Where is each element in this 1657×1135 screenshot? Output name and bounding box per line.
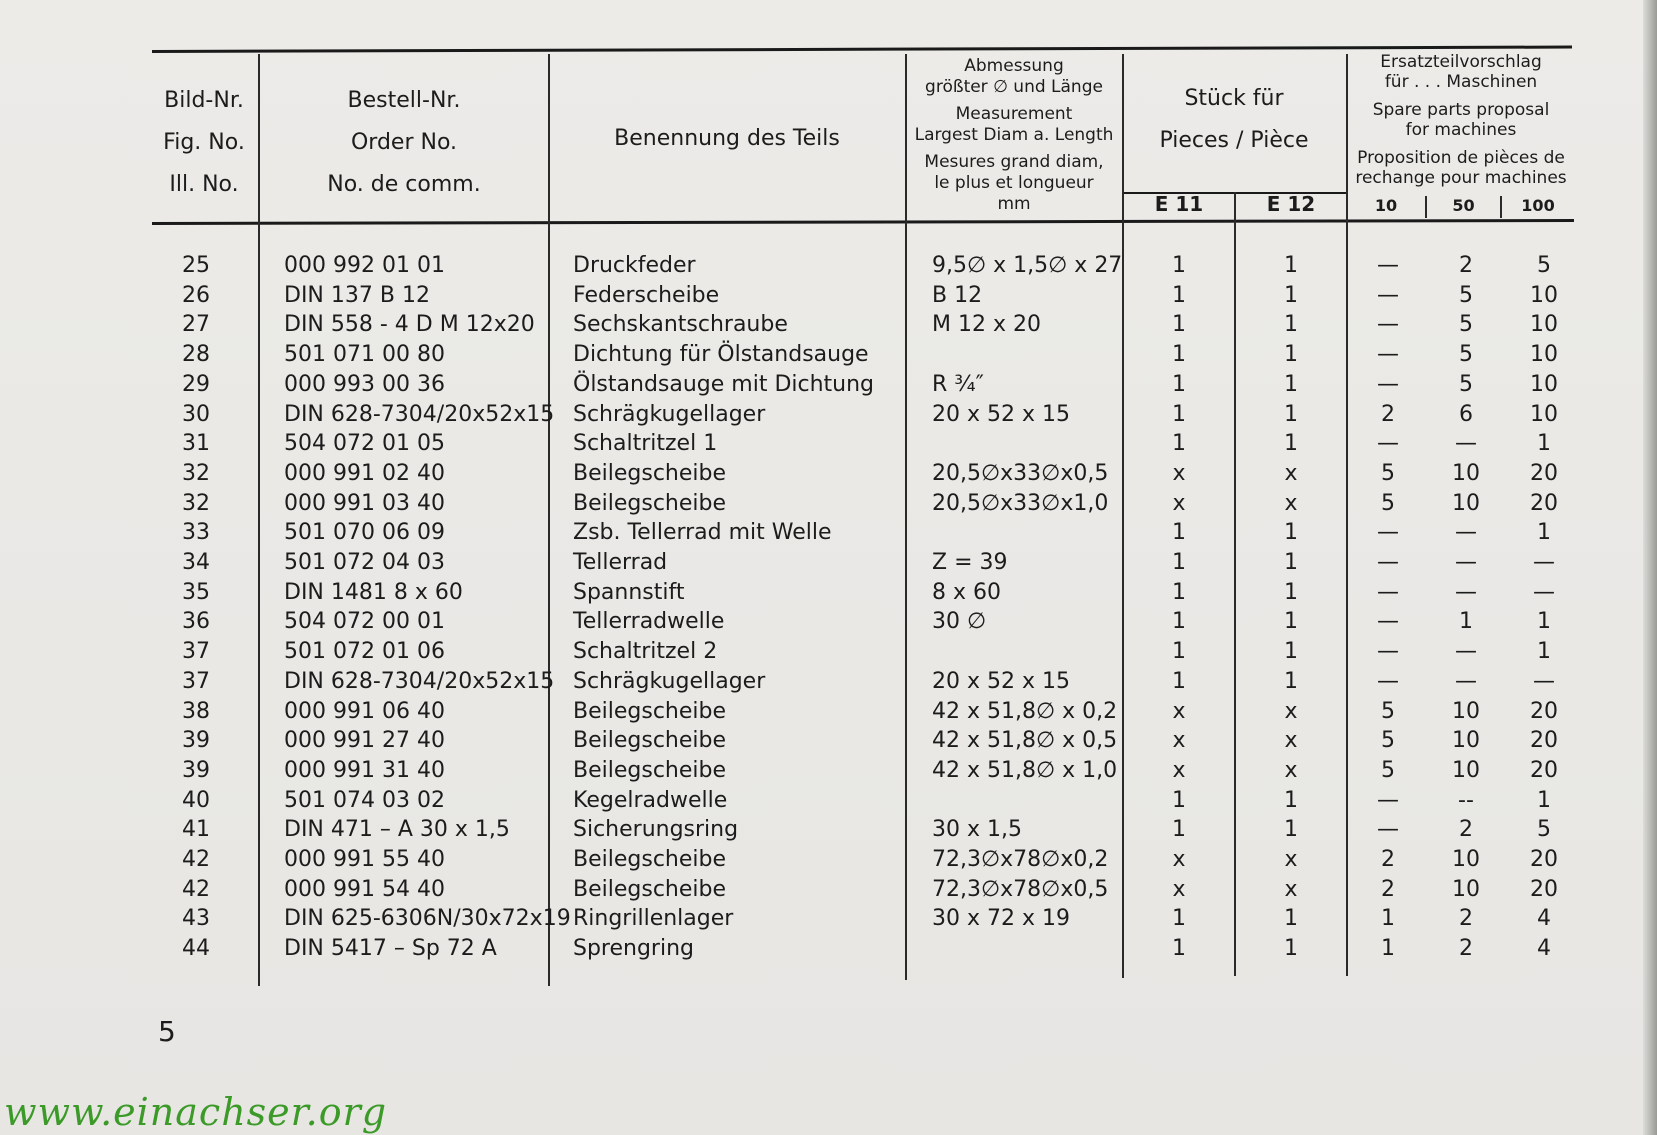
row-order-nr: DIN 628-7304/20x52x15 <box>284 401 555 427</box>
row-measurement: 20 x 52 x 15 <box>932 401 1070 427</box>
col-divider-3 <box>905 54 907 980</box>
row-proposal-50: 5 <box>1459 282 1473 308</box>
row-order-nr: 501 070 06 09 <box>284 520 445 546</box>
row-bild-nr: 39 <box>182 728 210 754</box>
row-qty-e11: 1 <box>1172 906 1186 932</box>
row-measurement: Z = 39 <box>932 550 1008 575</box>
row-proposal-100: 20 <box>1530 698 1558 724</box>
row-measurement: 30 ∅ <box>932 609 987 635</box>
row-bild-nr: 26 <box>182 282 210 308</box>
row-proposal-100: 5 <box>1537 253 1551 278</box>
row-bild-nr: 27 <box>182 312 210 338</box>
row-qty-e11: 1 <box>1172 401 1186 427</box>
row-proposal-50: 10 <box>1452 698 1480 724</box>
row-proposal-10: 5 <box>1381 490 1395 516</box>
row-qty-e11: x <box>1172 757 1186 783</box>
header-e12: E 12 <box>1266 192 1316 216</box>
row-order-nr: DIN 471 – A 30 x 1,5 <box>284 817 510 843</box>
row-measurement: M 12 x 20 <box>932 312 1041 338</box>
row-proposal-100: 20 <box>1530 728 1558 754</box>
row-qty-e12: 1 <box>1284 550 1298 575</box>
header-name: Benennung des Teils <box>614 126 840 151</box>
row-proposal-100: 20 <box>1530 876 1558 902</box>
row-qty-e12: 1 <box>1284 253 1298 278</box>
row-proposal-50: — <box>1455 579 1477 605</box>
row-qty-e11: 1 <box>1172 342 1186 368</box>
row-bild-nr: 37 <box>182 639 210 665</box>
row-part-name: Tellerradwelle <box>573 609 725 635</box>
row-qty-e11: x <box>1172 847 1186 872</box>
row-bild-nr: 29 <box>182 371 210 397</box>
row-part-name: Schrägkugellager <box>573 401 766 427</box>
row-part-name: Sprengring <box>573 936 694 962</box>
row-part-name: Ölstandsauge mit Dichtung <box>573 371 875 397</box>
row-proposal-10: — <box>1377 817 1399 843</box>
row-qty-e12: 1 <box>1284 431 1298 457</box>
row-measurement: 72,3∅x78∅x0,5 <box>932 876 1109 902</box>
row-qty-e12: 1 <box>1284 520 1298 546</box>
row-order-nr: DIN 558 - 4 D M 12x20 <box>284 312 535 338</box>
row-qty-e12: x <box>1284 757 1298 783</box>
row-part-name: Zsb. Tellerrad mit Welle <box>573 520 832 546</box>
row-order-nr: 504 072 00 01 <box>284 609 445 635</box>
row-part-name: Schaltritzel 2 <box>573 639 718 665</box>
row-proposal-10: 1 <box>1381 906 1395 932</box>
row-measurement: R ¾″ <box>932 371 984 397</box>
row-proposal-10: — <box>1377 282 1399 308</box>
row-measurement: 8 x 60 <box>932 579 1001 605</box>
row-part-name: Dichtung für Ölstandsauge <box>573 342 869 368</box>
row-proposal-100: 10 <box>1530 312 1558 338</box>
row-qty-e12: 1 <box>1284 371 1298 397</box>
row-proposal-100: 1 <box>1537 609 1551 635</box>
row-proposal-100: 10 <box>1530 401 1558 427</box>
row-order-nr: 000 991 27 40 <box>284 728 445 754</box>
row-proposal-10: 5 <box>1381 728 1395 754</box>
row-proposal-10: 2 <box>1381 401 1395 427</box>
row-order-nr: 501 074 03 02 <box>284 787 445 813</box>
row-order-nr: DIN 137 B 12 <box>284 282 430 308</box>
row-proposal-50: 10 <box>1452 847 1480 872</box>
row-qty-e11: 1 <box>1172 787 1186 813</box>
row-measurement: B 12 <box>932 282 983 308</box>
row-proposal-100: 4 <box>1537 906 1551 932</box>
row-qty-e12: x <box>1284 460 1298 486</box>
row-order-nr: DIN 1481 8 x 60 <box>284 579 463 605</box>
row-qty-e12: 1 <box>1284 639 1298 665</box>
page-edge-shadow <box>1643 0 1657 1135</box>
row-part-name: Tellerrad <box>573 550 668 575</box>
row-qty-e11: 1 <box>1172 520 1186 546</box>
row-proposal-50: 2 <box>1459 817 1473 843</box>
row-qty-e12: 1 <box>1284 401 1298 427</box>
row-proposal-10: 2 <box>1381 876 1395 902</box>
header-e11: E 11 <box>1154 192 1204 216</box>
row-qty-e12: 1 <box>1284 609 1298 635</box>
row-qty-e11: x <box>1172 490 1186 516</box>
row-qty-e12: x <box>1284 490 1298 516</box>
header-bild: Bild-Nr. Fig. No. Ill. No. <box>163 88 245 197</box>
row-proposal-50: -- <box>1458 787 1474 813</box>
row-order-nr: 501 071 00 80 <box>284 342 445 368</box>
col-divider-6 <box>1346 54 1348 976</box>
row-proposal-10: — <box>1377 520 1399 546</box>
row-measurement: 42 x 51,8∅ x 0,5 <box>932 728 1118 754</box>
row-proposal-10: 1 <box>1381 936 1395 962</box>
row-proposal-50: 5 <box>1459 342 1473 368</box>
row-order-nr: 504 072 01 05 <box>284 431 445 457</box>
row-qty-e11: 1 <box>1172 282 1186 308</box>
row-bild-nr: 39 <box>182 757 210 783</box>
row-proposal-100: 1 <box>1537 639 1551 665</box>
row-qty-e11: x <box>1172 698 1186 724</box>
row-qty-e12: 1 <box>1284 282 1298 308</box>
row-order-nr: 000 991 02 40 <box>284 460 445 486</box>
row-order-nr: 000 991 03 40 <box>284 490 445 516</box>
row-order-nr: 501 072 01 06 <box>284 639 445 665</box>
row-measurement: 20,5∅x33∅x1,0 <box>932 490 1109 516</box>
row-part-name: Ringrillenlager <box>573 906 734 932</box>
row-proposal-10: — <box>1377 668 1399 694</box>
row-proposal-50: 5 <box>1459 371 1473 397</box>
row-qty-e11: 1 <box>1172 639 1186 665</box>
col-divider-2 <box>548 54 550 986</box>
row-proposal-50: 6 <box>1459 401 1473 427</box>
row-part-name: Beilegscheibe <box>573 876 727 902</box>
row-proposal-100: 1 <box>1537 520 1551 546</box>
header-spare-parts: Ersatzteilvorschlag für . . . Maschinen Spare parts proposal for machines Proposition de pièces de rechange pour machines <box>1355 52 1567 188</box>
row-qty-e11: 1 <box>1172 668 1186 694</box>
watermark: www.einachser.org <box>4 1090 388 1134</box>
header-bottom-rule <box>152 219 1574 225</box>
row-proposal-100: 1 <box>1537 787 1551 813</box>
row-proposal-10: 5 <box>1381 460 1395 486</box>
row-bild-nr: 34 <box>182 550 210 575</box>
row-order-nr: 000 991 55 40 <box>284 847 445 872</box>
row-qty-e12: 1 <box>1284 312 1298 338</box>
row-measurement: 30 x 72 x 19 <box>932 906 1070 932</box>
row-part-name: Federscheibe <box>573 282 720 308</box>
header-pieces: Stück für Pieces / Pièce <box>1159 86 1309 153</box>
row-proposal-100: — <box>1533 668 1555 694</box>
row-qty-e11: 1 <box>1172 550 1186 575</box>
row-qty-e12: x <box>1284 847 1298 872</box>
row-proposal-10: — <box>1377 579 1399 605</box>
row-qty-e12: x <box>1284 698 1298 724</box>
row-qty-e12: 1 <box>1284 936 1298 962</box>
row-bild-nr: 43 <box>182 906 210 932</box>
row-proposal-50: 2 <box>1459 906 1473 932</box>
row-proposal-50: 10 <box>1452 757 1480 783</box>
row-order-nr: 000 991 31 40 <box>284 757 445 783</box>
row-proposal-50: — <box>1455 431 1477 457</box>
row-proposal-10: — <box>1377 342 1399 368</box>
row-proposal-10: — <box>1377 609 1399 635</box>
row-qty-e11: 1 <box>1172 431 1186 457</box>
row-proposal-50: — <box>1455 639 1477 665</box>
row-proposal-50: 5 <box>1459 312 1473 338</box>
row-proposal-100: 10 <box>1530 371 1558 397</box>
row-part-name: Beilegscheibe <box>573 728 727 754</box>
row-proposal-50: 10 <box>1452 460 1480 486</box>
row-proposal-100: 10 <box>1530 282 1558 308</box>
row-qty-e12: 1 <box>1284 668 1298 694</box>
row-proposal-100: — <box>1533 579 1555 605</box>
row-order-nr: DIN 628-7304/20x52x15 <box>284 668 555 694</box>
row-measurement: 20,5∅x33∅x0,5 <box>932 460 1109 486</box>
row-bild-nr: 25 <box>182 253 210 278</box>
row-proposal-10: — <box>1377 550 1399 575</box>
row-qty-e12: 1 <box>1284 579 1298 605</box>
row-proposal-10: — <box>1377 253 1399 278</box>
row-bild-nr: 42 <box>182 876 210 902</box>
row-bild-nr: 42 <box>182 847 210 872</box>
row-bild-nr: 37 <box>182 668 210 694</box>
row-qty-e11: 1 <box>1172 817 1186 843</box>
header-measurement: Abmessung größter ∅ und Länge Measurement Largest Diam a. Length Mesures grand diam, le plus et longueur mm <box>914 56 1114 214</box>
row-part-name: Sicherungsring <box>573 817 739 843</box>
row-qty-e11: 1 <box>1172 312 1186 338</box>
row-qty-e12: 1 <box>1284 787 1298 813</box>
row-qty-e11: 1 <box>1172 371 1186 397</box>
row-proposal-50: — <box>1455 520 1477 546</box>
row-proposal-10: — <box>1377 639 1399 665</box>
row-qty-e11: 1 <box>1172 936 1186 962</box>
row-proposal-50: 10 <box>1452 490 1480 516</box>
row-qty-e11: 1 <box>1172 253 1186 278</box>
row-part-name: Beilegscheibe <box>573 490 727 516</box>
row-bild-nr: 32 <box>182 460 210 486</box>
row-qty-e12: x <box>1284 728 1298 754</box>
row-proposal-50: 2 <box>1459 936 1473 962</box>
row-proposal-10: 5 <box>1381 757 1395 783</box>
row-part-name: Beilegscheibe <box>573 847 727 872</box>
row-bild-nr: 35 <box>182 579 210 605</box>
row-qty-e11: 1 <box>1172 579 1186 605</box>
row-bild-nr: 33 <box>182 520 210 546</box>
row-proposal-100: 20 <box>1530 490 1558 516</box>
row-measurement: 9,5∅ x 1,5∅ x 27 <box>932 253 1123 278</box>
row-order-nr: 000 992 01 01 <box>284 253 445 278</box>
row-measurement: 72,3∅x78∅x0,2 <box>932 847 1109 872</box>
row-proposal-100: — <box>1533 550 1555 575</box>
page-number: 5 <box>158 1015 176 1048</box>
row-bild-nr: 44 <box>182 936 210 962</box>
row-order-nr: 000 991 06 40 <box>284 698 445 724</box>
row-proposal-100: 20 <box>1530 460 1558 486</box>
row-part-name: Beilegscheibe <box>573 698 727 724</box>
col-divider-1 <box>258 54 260 986</box>
row-qty-e12: 1 <box>1284 906 1298 932</box>
row-qty-e11: 1 <box>1172 609 1186 635</box>
row-bild-nr: 38 <box>182 698 210 724</box>
row-proposal-50: — <box>1455 550 1477 575</box>
row-order-nr: DIN 625-6306N/30x72x19 <box>284 906 571 932</box>
row-part-name: Schaltritzel 1 <box>573 431 718 457</box>
row-proposal-100: 1 <box>1537 431 1551 457</box>
row-bild-nr: 36 <box>182 609 210 635</box>
header-qty-50: 50 <box>1452 196 1475 215</box>
row-part-name: Druckfeder <box>573 253 696 278</box>
row-proposal-10: — <box>1377 312 1399 338</box>
row-measurement: 42 x 51,8∅ x 0,2 <box>932 698 1118 724</box>
row-proposal-50: 2 <box>1459 253 1473 278</box>
row-part-name: Schrägkugellager <box>573 668 766 694</box>
row-measurement: 42 x 51,8∅ x 1,0 <box>932 757 1118 783</box>
row-proposal-50: — <box>1455 668 1477 694</box>
row-qty-e11: x <box>1172 876 1186 902</box>
row-bild-nr: 40 <box>182 787 210 813</box>
row-proposal-10: 5 <box>1381 698 1395 724</box>
row-proposal-100: 20 <box>1530 847 1558 872</box>
row-measurement: 30 x 1,5 <box>932 817 1022 843</box>
row-qty-e11: x <box>1172 460 1186 486</box>
row-order-nr: DIN 5417 – Sp 72 A <box>284 936 497 962</box>
row-qty-e12: 1 <box>1284 817 1298 843</box>
row-proposal-100: 20 <box>1530 757 1558 783</box>
row-proposal-100: 4 <box>1537 936 1551 962</box>
row-part-name: Beilegscheibe <box>573 460 727 486</box>
row-order-nr: 000 993 00 36 <box>284 371 445 397</box>
row-proposal-50: 10 <box>1452 876 1480 902</box>
row-qty-e12: 1 <box>1284 342 1298 368</box>
row-part-name: Sechskantschraube <box>573 312 788 338</box>
row-qty-e11: x <box>1172 728 1186 754</box>
header-qty-100: 100 <box>1521 196 1555 215</box>
row-proposal-10: — <box>1377 371 1399 397</box>
row-part-name: Kegelradwelle <box>573 787 728 813</box>
row-proposal-10: — <box>1377 431 1399 457</box>
row-measurement: 20 x 52 x 15 <box>932 668 1070 694</box>
row-proposal-100: 5 <box>1537 817 1551 843</box>
row-bild-nr: 41 <box>182 817 210 843</box>
row-order-nr: 501 072 04 03 <box>284 550 445 575</box>
row-order-nr: 000 991 54 40 <box>284 876 445 902</box>
row-proposal-50: 1 <box>1459 609 1473 635</box>
row-part-name: Spannstift <box>573 579 685 605</box>
row-part-name: Beilegscheibe <box>573 757 727 783</box>
row-proposal-10: 2 <box>1381 847 1395 872</box>
row-proposal-10: — <box>1377 787 1399 813</box>
row-bild-nr: 30 <box>182 401 210 427</box>
row-proposal-100: 10 <box>1530 342 1558 368</box>
row-qty-e12: x <box>1284 876 1298 902</box>
header-order: Bestell-Nr. Order No. No. de comm. <box>327 88 481 197</box>
header-qty-10: 10 <box>1374 196 1398 215</box>
row-proposal-50: 10 <box>1452 728 1480 754</box>
row-bild-nr: 28 <box>182 342 210 368</box>
row-bild-nr: 32 <box>182 490 210 516</box>
row-bild-nr: 31 <box>182 431 210 457</box>
